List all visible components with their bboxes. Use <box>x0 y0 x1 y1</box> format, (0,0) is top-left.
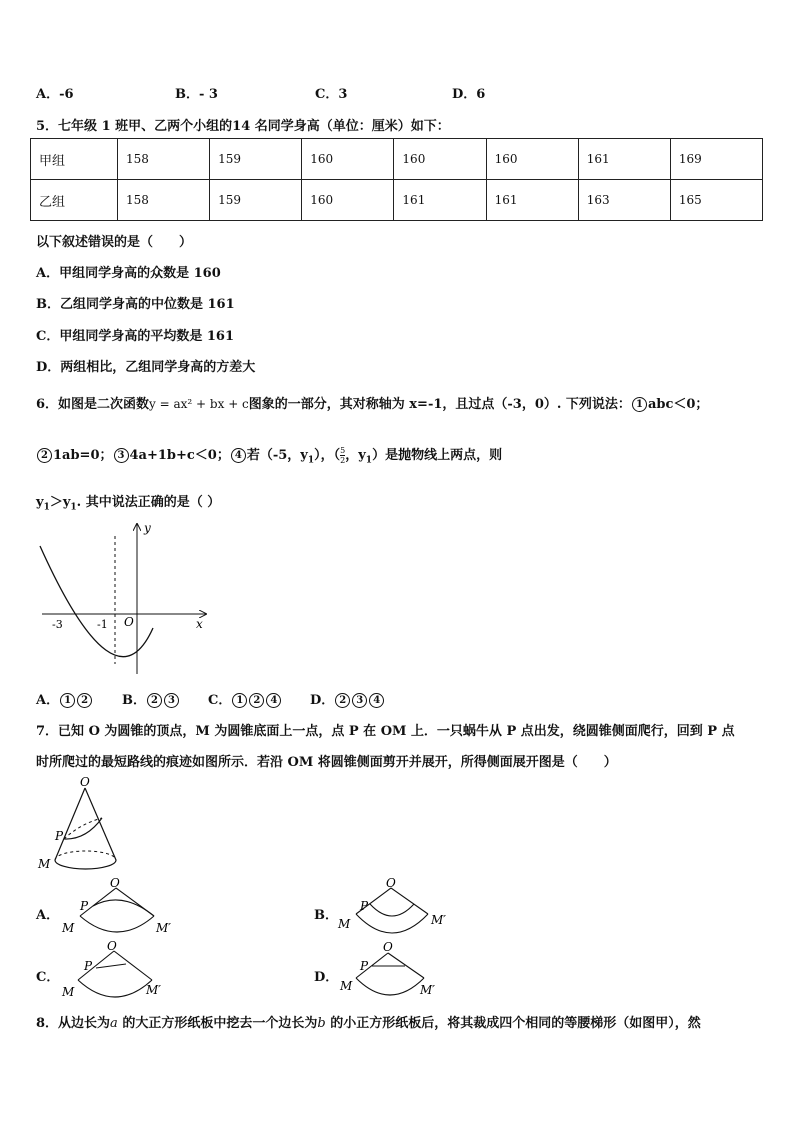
variable-b: b <box>317 1016 326 1031</box>
table-cell: 169 <box>670 139 762 180</box>
table-cell: 158 <box>118 180 210 221</box>
q6-option-a <box>36 689 93 708</box>
q4-option-a: A．-6 <box>36 87 74 102</box>
label-m: M <box>338 917 351 931</box>
circled-number: 1 <box>232 693 247 708</box>
circled-number: 4 <box>369 693 384 708</box>
q4-option-b: B．- 3 <box>175 87 218 102</box>
q8-text: 的大正方形纸板中挖去一个边长为 <box>117 1016 318 1031</box>
table-cell: 163 <box>578 180 670 221</box>
q6-options <box>36 689 436 707</box>
circled-number: 2 <box>249 693 264 708</box>
label-o: O <box>383 940 393 954</box>
q5-stem: 5．七年级 1 班甲、乙两个小组的14 名同学身高（单位：厘米）如下： <box>36 119 450 134</box>
q6-text: ），（ <box>314 448 341 463</box>
q7-line-1: 7．已知 O 为圆锥的顶点，M 为圆锥底面上一点，点 P 在 OM 上．一只蜗牛从 P 点出发，绕圆锥侧面爬行，回到 P 点 <box>36 724 735 739</box>
subscript: 1 <box>43 502 50 513</box>
q8-text: 的小正方形纸板后，将其裁成四个相同的等腰梯形（如图甲），然 <box>325 1016 701 1031</box>
table-cell: 159 <box>210 180 302 221</box>
sector-arc <box>356 978 424 995</box>
circled-number: 4 <box>231 448 246 463</box>
q6-text: 1ab=0； <box>53 448 113 463</box>
circled-number: 2 <box>147 693 162 708</box>
sector-arc <box>356 914 428 933</box>
option-letter: D． <box>310 693 335 708</box>
q6-text: ）是抛物线上两点，则 <box>372 448 503 463</box>
q7-option-a-figure <box>60 876 180 938</box>
sector-path <box>370 904 414 916</box>
q6-line-1 <box>36 393 708 412</box>
cone-base-back <box>55 851 116 860</box>
q7-option-c-label: C． <box>36 970 60 985</box>
label-o: O <box>110 876 120 890</box>
sector-arc <box>78 980 152 997</box>
parabola-curve <box>40 546 153 657</box>
snail-path-back <box>64 818 102 839</box>
subscript: 1 <box>70 502 77 513</box>
label-m: M <box>340 979 353 993</box>
q6-option-d <box>310 689 385 708</box>
label-p: P <box>80 899 89 913</box>
table-cell: 158 <box>118 139 210 180</box>
circled-number: 2 <box>37 448 52 463</box>
q6-text: 图象的一部分，其对称轴为 x=-1，且过点（-3，0）. 下列说法： <box>248 397 631 412</box>
label-m-prime: M′ <box>156 921 172 935</box>
q6-option-b <box>122 689 180 708</box>
q6-line-2 <box>36 444 502 466</box>
sector-radius-right <box>114 951 152 980</box>
table-cell: 乙组 <box>31 180 118 221</box>
variable-a: a <box>110 1016 118 1031</box>
q4-option-c: C．3 <box>315 87 348 102</box>
x-label: x <box>196 617 203 631</box>
table-row <box>31 139 763 180</box>
label-p: P <box>360 899 369 913</box>
q6-option-c <box>208 689 282 708</box>
parabola-graph <box>30 518 220 678</box>
tick-label-minus1: -1 <box>97 618 108 631</box>
q4-option-d: D．6 <box>452 87 486 102</box>
table-cell: 甲组 <box>31 139 118 180</box>
cone-edge-left <box>55 788 85 860</box>
circled-number: 4 <box>266 693 281 708</box>
q7-option-d-label: D． <box>314 970 339 985</box>
label-m: M <box>62 985 75 999</box>
cone-edge-right <box>85 788 116 860</box>
q5-question: 以下叙述错误的是（ ） <box>36 235 193 250</box>
table-cell: 160 <box>302 180 394 221</box>
label-o: O <box>107 939 117 953</box>
circled-number: 1 <box>632 397 647 412</box>
table-cell: 161 <box>486 180 578 221</box>
subscript: 1 <box>365 455 373 466</box>
q7-option-c-figure <box>60 938 180 1000</box>
option-letter: A． <box>36 693 60 708</box>
label-p: P <box>55 829 64 843</box>
table-cell: 160 <box>394 139 486 180</box>
q5-option-b: B．乙组同学身高的中位数是 161 <box>36 297 235 312</box>
sector-path <box>93 900 154 916</box>
option-letter: C． <box>208 693 232 708</box>
q5-option-a: A．甲组同学身高的众数是 160 <box>36 266 221 281</box>
circled-number: 3 <box>114 448 129 463</box>
label-o: O <box>80 775 90 789</box>
table-cell: 160 <box>486 139 578 180</box>
q6-line-3 <box>36 491 220 513</box>
label-p: P <box>360 959 369 973</box>
fraction-denominator: 2 <box>340 456 346 465</box>
sector-arc <box>80 916 154 932</box>
q6-text: ，y <box>345 448 366 463</box>
sector-radius-right <box>391 888 428 914</box>
circled-number: 3 <box>352 693 367 708</box>
tick-label-minus3: -3 <box>52 618 63 631</box>
q6-text: 若（-5，y <box>246 448 308 463</box>
label-m-prime: M′ <box>431 913 447 927</box>
label-m-prime: M′ <box>146 983 162 997</box>
subscript: 1 <box>307 455 315 466</box>
circled-number: 2 <box>335 693 350 708</box>
label-m: M <box>62 921 75 935</box>
q6-text: y <box>36 495 44 510</box>
table-cell: 161 <box>578 139 670 180</box>
q7-option-a-label: A． <box>36 908 60 923</box>
option-letter: B． <box>122 693 146 708</box>
snail-path-front <box>64 818 102 839</box>
circled-number: 1 <box>60 693 75 708</box>
table-cell: 161 <box>394 180 486 221</box>
q5-option-c: C．甲组同学身高的平均数是 161 <box>36 329 235 344</box>
cone-figure <box>30 774 130 878</box>
table-cell: 160 <box>302 139 394 180</box>
circled-number: 3 <box>164 693 179 708</box>
q7-line-2: 时所爬过的最短路线的痕迹如图所示．若沿 OM 将圆锥侧面剪开并展开，所得侧面展开图是（ ） <box>36 755 617 770</box>
q7-option-d-figure <box>336 938 456 1000</box>
q6-text: . 其中说法正确的是（ ） <box>76 495 221 510</box>
cone-base-front <box>55 860 116 869</box>
label-m-prime: M′ <box>420 983 436 997</box>
label-o: O <box>386 876 396 890</box>
q8-text: 8．从边长为 <box>36 1016 111 1031</box>
y-label: y <box>144 521 151 535</box>
table-row <box>31 180 763 221</box>
q6-text: abc＜0； <box>647 397 709 412</box>
q5-option-d: D．两组相比，乙组同学身高的方差大 <box>36 360 256 375</box>
function-expression: y = ax² + bx + c <box>149 397 249 411</box>
label-p: P <box>84 959 93 973</box>
circled-number: 2 <box>77 693 92 708</box>
table-cell: 165 <box>670 180 762 221</box>
q7-option-b-label: B． <box>314 908 338 923</box>
sector-path <box>96 964 126 968</box>
label-m: M <box>38 857 51 871</box>
height-table <box>30 138 763 221</box>
q6-text: 4a+1b+c＜0； <box>129 448 230 463</box>
q4-options <box>36 83 536 101</box>
q8-line-1 <box>36 1012 701 1031</box>
fraction-numerator: 5 <box>340 446 346 455</box>
q6-text: ＞y <box>49 495 71 510</box>
q6-text: 6．如图是二次函数 <box>36 397 150 412</box>
q7-option-b-figure <box>336 876 456 938</box>
origin-label: O <box>124 615 134 629</box>
table-cell: 159 <box>210 139 302 180</box>
